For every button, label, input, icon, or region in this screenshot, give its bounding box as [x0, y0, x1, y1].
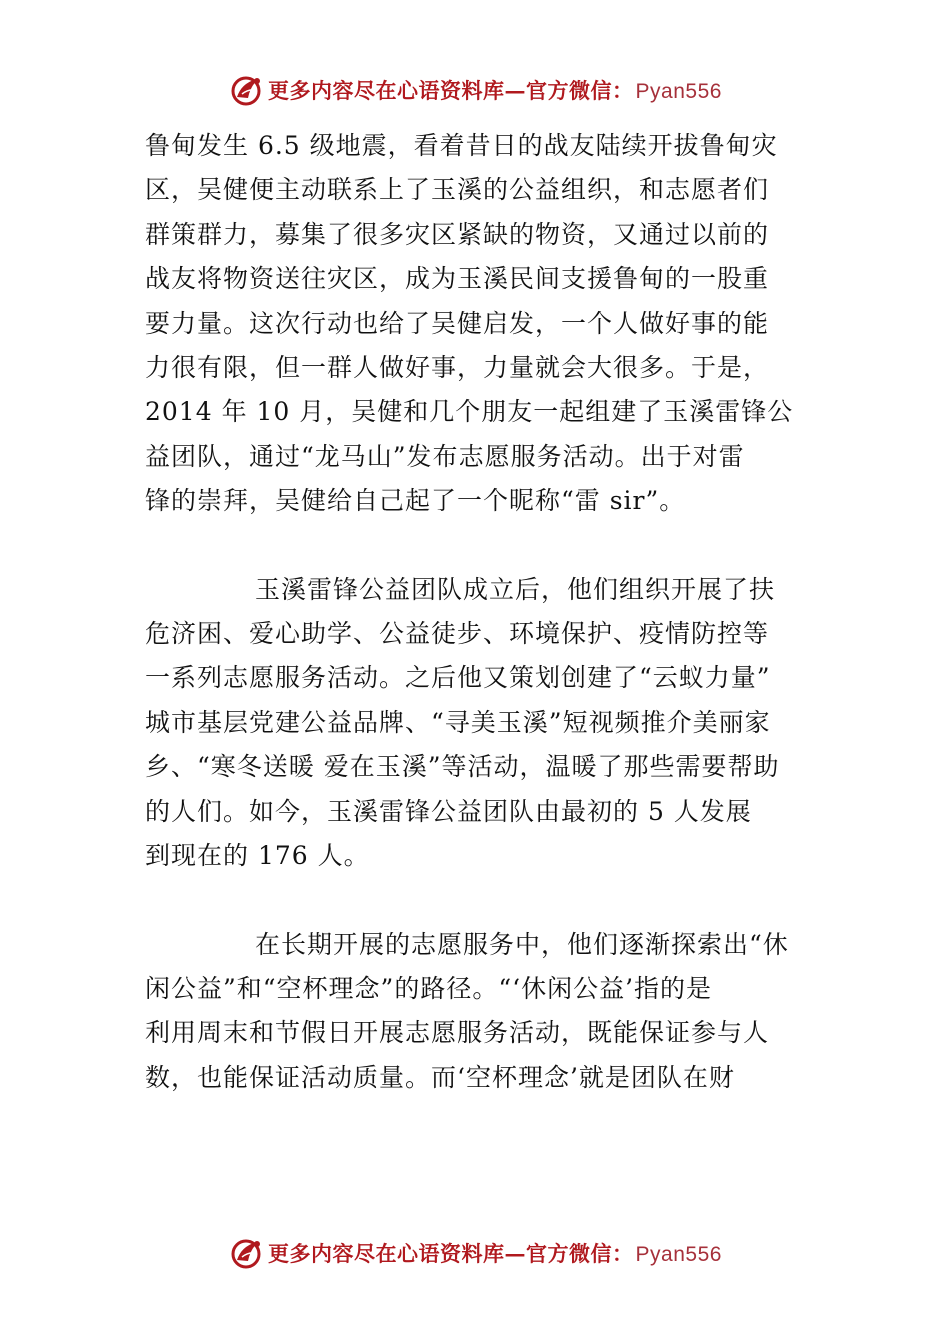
text-line: 2014 年 10 月，吴健和几个朋友一起组建了玉溪雷锋公 [145, 397, 794, 427]
text-line: 力很有限，但一群人做好事，力量就会大很多。于是， [145, 353, 770, 383]
text-line: 在长期开展的志愿服务中，他们逐渐探索出“休 [255, 929, 789, 959]
logo-icon [228, 1235, 266, 1271]
logo-icon [228, 72, 266, 108]
text-line: 玉溪雷锋公益团队成立后，他们组织开展了扶 [255, 574, 776, 604]
text-line: 要力量。这次行动也给了吴健启发，一个人做好事的能 [145, 308, 770, 338]
text-line: 利用周末和节假日开展志愿服务活动，既能保证参与人 [145, 1018, 770, 1048]
header-wechat-id: Pyan556 [635, 80, 722, 103]
text-line: 危济困、爱心助学、公益徒步、环境保护、疫情防控等 [145, 619, 770, 649]
text-line: 乡、“寒冬送暖 爱在玉溪”等活动，温暖了那些需要帮助 [145, 752, 780, 782]
text-line: 鲁甸发生 6.5 级地震，看着昔日的战友陆续开拔鲁甸灾 [145, 131, 778, 160]
text-line: 锋的崇拜，吴健给自己起了一个昵称“雷 sir”。 [145, 486, 686, 516]
text-line: 一系列志愿服务活动。之后他又策划创建了“云蚁力量” [145, 663, 771, 693]
text-line: 群策群力，募集了很多灾区紧缺的物资，又通过以前的 [145, 219, 770, 249]
footer-wechat-id: Pyan556 [635, 1243, 722, 1266]
header-banner-text: 更多内容尽在心语资料库—官方微信：Pyan556 [268, 78, 722, 103]
text-line: 区，吴健便主动联系上了玉溪的公益组织，和志愿者们 [145, 175, 770, 205]
text-line: 的人们。如今，玉溪雷锋公益团队由最初的 5 人发展 [145, 796, 752, 826]
paragraph-1 [145, 124, 810, 524]
paragraph-2 [145, 568, 810, 879]
footer-banner-text: 更多内容尽在心语资料库—官方微信：Pyan556 [268, 1241, 722, 1266]
text-line: 城市基层党建公益品牌、“寻美玉溪”短视频推介美丽家 [145, 707, 771, 737]
header-banner [0, 68, 950, 112]
text-line: 战友将物资送往灾区，成为玉溪民间支援鲁甸的一股重 [145, 264, 770, 294]
paragraph-spacer [145, 879, 810, 923]
footer-banner [0, 1231, 950, 1275]
text-line: 到现在的 176 人。 [145, 841, 370, 871]
document-body [145, 124, 810, 1100]
text-line: 益团队，通过“龙马山”发布志愿服务活动。出于对雷 [145, 441, 745, 471]
text-line: 数，也能保证活动质量。而‘空杯理念’就是团队在财 [145, 1062, 735, 1092]
text-line: 闲公益”和“空杯理念”的路径。“‘休闲公益’指的是 [145, 973, 713, 1003]
paragraph-3 [145, 923, 810, 1101]
paragraph-spacer [145, 524, 810, 568]
